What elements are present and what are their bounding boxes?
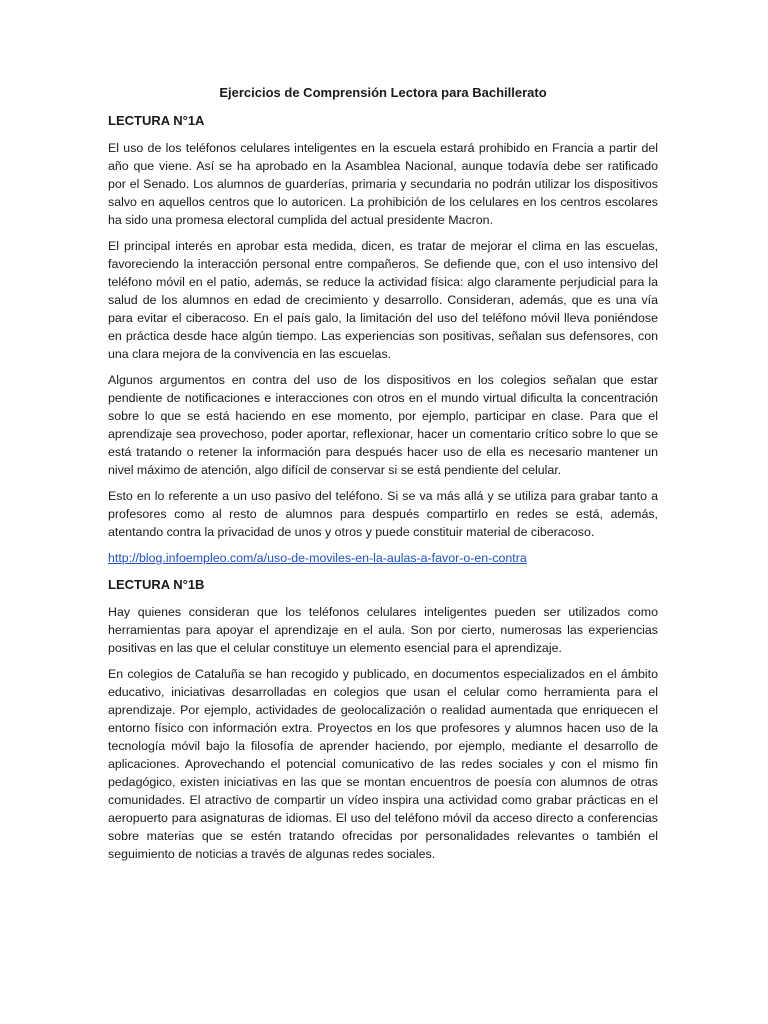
reading-section-1a [108,112,658,567]
section-heading-1b: LECTURA N°1B [108,577,205,592]
paragraph: En colegios de Cataluña se han recogido y publicado, en documentos especializados en el ámbito educativo, iniciativas desarrolladas en colegios que usan el celular como herramienta para el aprendizaje. Por ejemplo, actividades de geolocalización o realidad aumentada que enriquecen el entorno físico con información extra. Proyectos en los que profesores y alumnos hacen uso de la tecnología móvil bajo la filosofía de aprender haciendo, por ejemplo, mediante el desarrollo de aplicaciones. Aprovechando el potencial comunicativo de las redes sociales y con el mismo fin pedagógico, existen iniciativas en las que se montan encuentros de poesía con alumnos de otras comunidades. El atractivo de compartir un vídeo inspira una actividad como grabar prácticas en el aeropuerto para asignaturas de idiomas. El uso del teléfono móvil da acceso directo a conferencias sobre materias que se estén tratando ofrecidas por personalidades relevantes o también el seguimiento de noticias a través de algunas redes sociales. [108,667,658,861]
paragraph: Hay quienes consideran que los teléfonos celulares inteligentes pueden ser utilizados como herramientas para apoyar el aprendizaje en el aula. Son por cierto, numerosas las experiencias positivas en las que el celular constituye un elemento esencial para el aprendizaje. [108,605,658,655]
paragraph: Algunos argumentos en contra del uso de los dispositivos en los colegios señalan que estar pendiente de notificaciones e interacciones con otros en el mundo virtual dificulta la concentración sobre lo que se está haciendo en ese momento, por ejemplo, participar en clase. Para que el aprendizaje sea provechoso, poder aportar, reflexionar, hacer un comentario crítico sobre lo que se está tratando o retener la información para después hacer uso de ella es necesario mantener un nivel máximo de atención, algo difícil de conservar si se está pendiente del celular. [108,373,658,477]
reading-section-1b [108,576,658,863]
document-title: Ejercicios de Comprensión Lectora para Bachillerato [219,85,547,100]
paragraph: Esto en lo referente a un uso pasivo del teléfono. Si se va más allá y se utiliza para grabar tanto a profesores como al resto de alumnos para después compartirlo en redes se está, además, atentando contra la privacidad de unos y otros y puede constituir material de ciberacoso. [108,489,658,539]
section-heading-1a: LECTURA N°1A [108,113,205,128]
document-body [108,84,658,871]
source-link[interactable]: http://blog.infoempleo.com/a/uso-de-moviles-en-la-aulas-a-favor-o-en-contra [108,551,527,565]
paragraph: El uso de los teléfonos celulares inteligentes en la escuela estará prohibido en Francia a partir del año que viene. Así se ha aprobado en la Asamblea Nacional, aunque todavía debe ser ratificado por el Senado. Los alumnos de guarderías, primaria y secundaria no podrán utilizar los dispositivos salvo en aquellos centros que lo autoricen. La prohibición de los celulares en los centros escolares ha sido una promesa electoral cumplida del actual presidente Macron. [108,141,658,227]
paragraph: El principal interés en aprobar esta medida, dicen, es tratar de mejorar el clima en las escuelas, favoreciendo la interacción personal entre compañeros. Se defiende que, con el uso intensivo del teléfono móvil en el patio, además, se reduce la actividad física: algo claramente perjudicial para la salud de los alumnos en edad de crecimiento y desarrollo. Consideran, además, que es una vía para evitar el ciberacoso. En el país galo, la limitación del uso del teléfono móvil lleva poniéndose en práctica desde hace algún tiempo. Las experiencias son positivas, señalan sus defensores, con una clara mejora de la convivencia en las escuelas. [108,239,658,361]
